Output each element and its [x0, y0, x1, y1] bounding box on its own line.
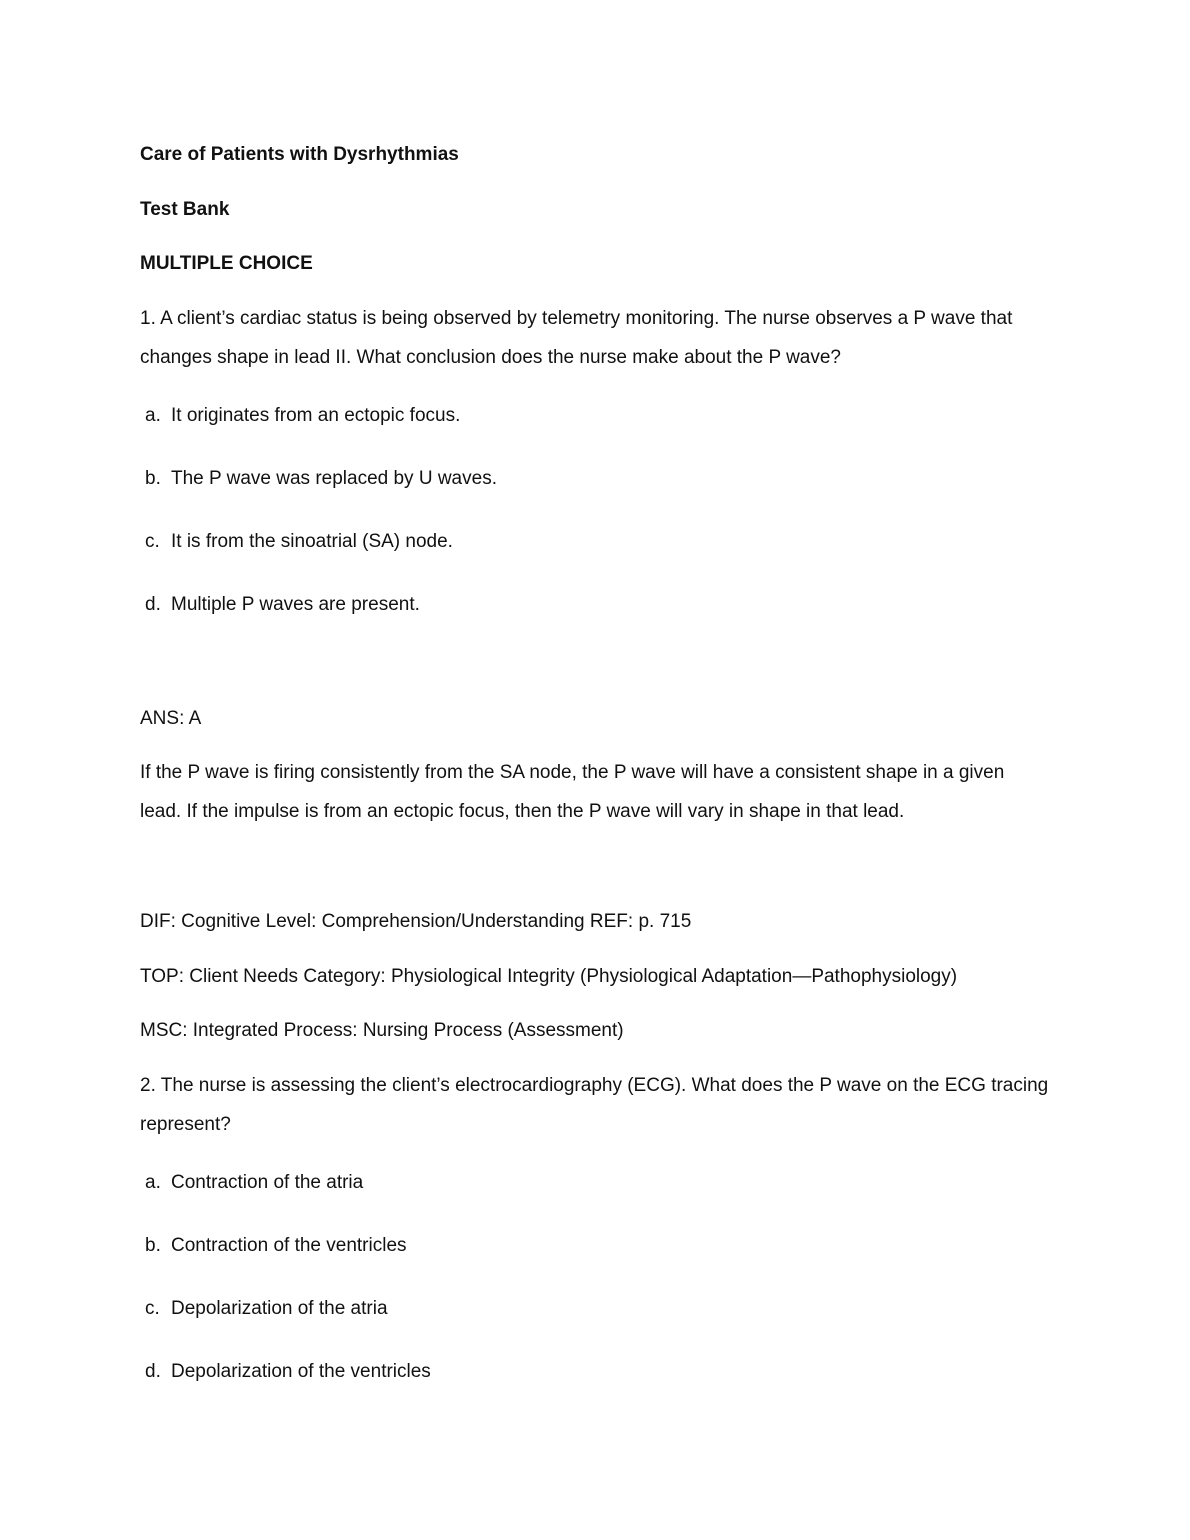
option-text: The P wave was replaced by U waves. [171, 468, 497, 489]
question-2-option-d [145, 1360, 431, 1384]
question-1-option-d [145, 593, 420, 617]
question-1-difficulty: DIF: Cognitive Level: Comprehension/Understanding REF: p. 715 [140, 911, 692, 932]
option-text: Contraction of the ventricles [171, 1235, 407, 1256]
option-text: It originates from an ectopic focus. [171, 405, 461, 426]
question-2-stem: 2. The nurse is assessing the client’s electrocardiography (ECG). What does the P wave on the ECG tracing represent? [140, 1075, 1049, 1135]
document-title: Care of Patients with Dysrhythmias [140, 144, 459, 165]
option-letter: d. [145, 1361, 161, 1382]
option-letter: c. [145, 531, 160, 552]
option-letter: b. [145, 1235, 161, 1256]
question-2-option-b [145, 1234, 407, 1258]
question-2-option-a [145, 1171, 363, 1195]
option-letter: c. [145, 1298, 160, 1319]
question-1-option-c [145, 530, 453, 554]
option-letter: a. [145, 405, 161, 426]
option-letter: a. [145, 1172, 161, 1193]
question-1-answer: ANS: A [140, 708, 202, 729]
question-1-misc: MSC: Integrated Process: Nursing Process (Assessment) [140, 1020, 624, 1041]
option-text: It is from the sinoatrial (SA) node. [171, 531, 453, 552]
question-1-stem: 1. A client’s cardiac status is being observed by telemetry monitoring. The nurse observes a P wave that changes shape in lead II. What conclusion does the nurse make about the P wave? [140, 308, 1013, 368]
option-text: Depolarization of the atria [171, 1298, 388, 1319]
question-1-option-b [145, 467, 497, 491]
section-heading: MULTIPLE CHOICE [140, 253, 313, 274]
document-subtitle: Test Bank [140, 199, 230, 220]
option-letter: b. [145, 468, 161, 489]
option-text: Contraction of the atria [171, 1172, 364, 1193]
option-letter: d. [145, 594, 161, 615]
question-1-option-a [145, 404, 460, 428]
option-text: Depolarization of the ventricles [171, 1361, 431, 1382]
option-text: Multiple P waves are present. [171, 594, 420, 615]
question-1-rationale: If the P wave is firing consistently from the SA node, the P wave will have a consistent shape in a given lead. If the impulse is from an ectopic focus, then the P wave will vary in shape in that lead. [140, 762, 1005, 822]
question-1-topic: TOP: Client Needs Category: Physiological Integrity (Physiological Adaptation—Pathophysiology) [140, 966, 958, 987]
question-2-option-c [145, 1297, 388, 1321]
